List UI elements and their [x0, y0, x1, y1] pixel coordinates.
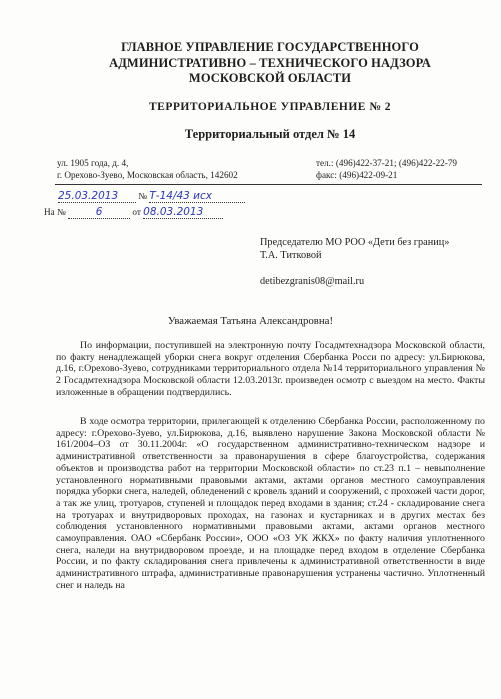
recipient-title: Председателю МО РОО «Дети без границ» [260, 237, 450, 248]
address-line-2: г. Орехово-Зуево, Московская область, 142602 [57, 169, 238, 180]
number-sign: № [138, 191, 148, 201]
header-divider [55, 184, 482, 185]
outgoing-date: 25.03.2013 [58, 190, 136, 203]
address-line-1: ул. 1905 года, д. 4, [57, 158, 129, 168]
recipient-block [260, 236, 449, 262]
org-line-1: ГЛАВНОЕ УПРАВЛЕНИЕ ГОСУДАРСТВЕННОГО [121, 40, 419, 54]
paragraph-1-text: По информации, поступившей на электронную почту Госадмтехнадзора Московской области, по факту ненадлежащей уборки снега вокруг отделения Сбербанка Росси по адресу: ул.Бирюкова, д.16, г.Орехово-Зуево, сотрудниками территориального отдела №14 территориального управления № 2 Госадмтехнадзора Московской области 12.03.2013г. произведен осмотр с выездом на место. Факты изложенные в обращении подтвердились. [56, 340, 485, 398]
reference-label: На № [44, 207, 66, 217]
outgoing-number: Т-14/43 исх [149, 190, 245, 203]
outgoing-registration [58, 190, 245, 203]
organization-name [40, 40, 500, 87]
department-heading: Территориальный отдел № 14 [184, 127, 356, 141]
reference-from-label: от [132, 207, 141, 217]
paragraph-2-text: В ходе осмотра территории, прилегающей к отделению Сбербанка России, расположенному по адресу: г.Орехово-Зуево, ул.Бирюкова, д.16, выявлено нарушение Закона Московской области № 161/2004–ОЗ от 30.11.2004г. «О государственном административно-техническом надзоре и административной ответственности за правонарушения в сфере благоустройства, содержания объектов и производства работ на территории Московской области» по ст.23 п.1 – невыполнение установленного нормативными правовыми актами, актами органов местного самоуправления порядка уборки снега, наледей, обледенений с кровель зданий и сооружений, с прохожей части дорог, а так же улиц, тротуаров, ступеней и площадок перед входами в здания; ст.24 - складирование снега на тротуарах и внутридворовых проходах, на газонах и кустарниках и в других местах без соблюдения установленного нормативными правовыми актами, актами органов местного самоуправления. ОАО «Сбербанк России», ООО «ОЗ УК ЖКХ» по факту наличия уплотненного снега, наледи на внутридворовом проезде, и на площадке перед входом в отделение Сбербанка России, и по факту складирования снега привлечены к административной ответственности в виде административного штрафа, административные правонарушения устранены частично. Уплотненный снег и наледь на [56, 416, 486, 591]
org-line-3: МОСКОВСКОЙ ОБЛАСТИ [188, 71, 352, 85]
recipient-email: detibezgranis08@mail.ru [260, 276, 365, 287]
territorial-office-heading: ТЕРРИТОРИАЛЬНОЕ УПРАВЛЕНИЕ № 2 [148, 101, 391, 113]
org-line-2: АДМИНИСТРАТИВНО – ТЕХНИЧЕСКОГО НАДЗОРА [109, 55, 431, 70]
sender-contacts [316, 158, 457, 181]
body-paragraph-2 [56, 416, 485, 592]
fax-line: факс: (496)422-09-21 [316, 169, 398, 180]
recipient-name: Т.А. Титковой [260, 250, 322, 261]
phone-line: тел.: (496)422-37-21; (496)422-22-79 [316, 158, 458, 168]
greeting: Уважаемая Татьяна Александровна! [167, 315, 334, 327]
sender-address [57, 158, 238, 181]
reference-number: 6 [68, 206, 130, 219]
body-paragraph-1 [56, 340, 485, 399]
reference-registration [44, 206, 223, 219]
reference-date: 08.03.2013 [143, 206, 223, 219]
